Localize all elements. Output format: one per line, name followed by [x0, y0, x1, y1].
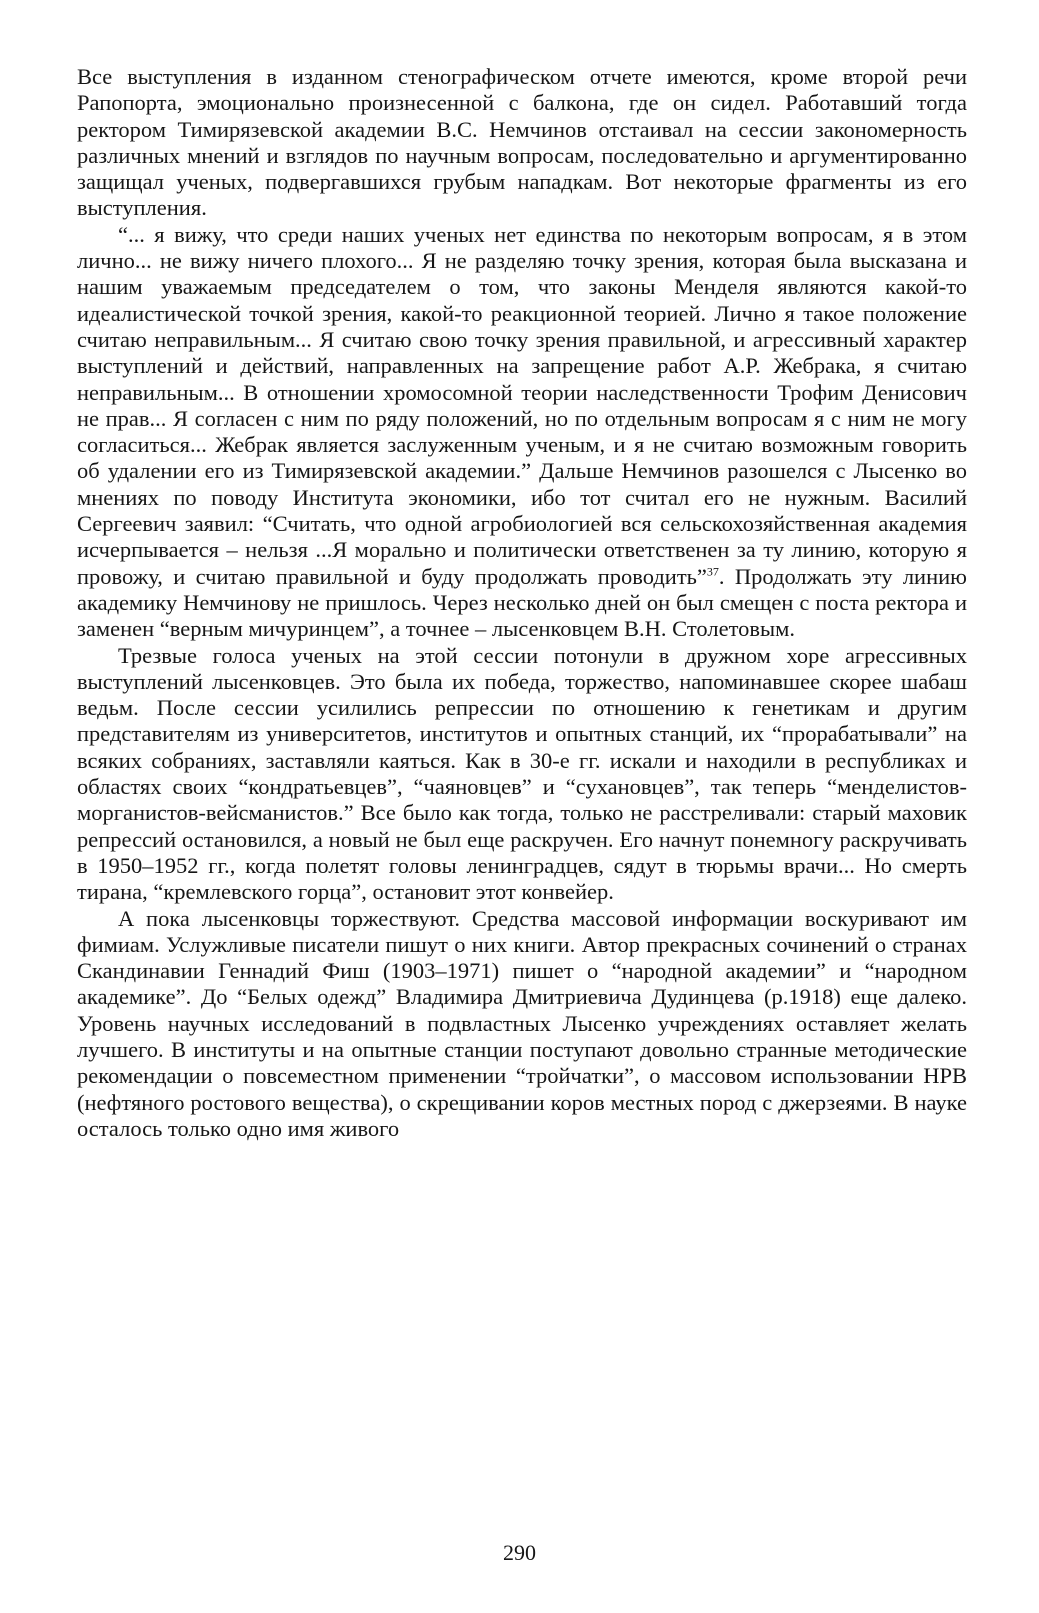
paragraph-4: А пока лысенковцы торжествуют. Средства массовой информации воскуривают им фимиам. Услужливые писатели пишут о них книги. Автор прекрасных сочинений о странах Скандинавии Геннадий Фиш (1903–1971) пишет о “народной академии” и “народном академике”. До “Белых одежд” Владимира Дмитриевича Дудинцева (р.1918) еще далеко. Уровень научных исследований в подвластных Лысенко учреждениях оставляет желать лучшего. В институты и на опытные станции поступают довольно странные методические рекомендации о повсеместном применении “тройчатки”, о массовом использовании НРВ (нефтяного ростового вещества), о скрещивании коров местных пород с джерзеями. В науке осталось только одно имя живого: [77, 905, 967, 1141]
paragraph-2-quote: “... я вижу, что среди наших ученых нет единства по некоторым вопросам, я в этом лично... не вижу ничего плохого... Я не разделяю точку зрения, которая была высказана и нашим уважаемым председателем о том, что законы Менделя являются какой-то идеалистической точкой зрения, какой-то реакционной теорией. Лично я такое положение считаю неправильным... Я считаю свою точку зрения правильной, и агрессивный характер выступлений и действий, направленных на запрещение работ А.Р. Жебрака, я считаю неправильным... В отношении хромосомной теории наследственности Трофим Денисович не прав... Я согласен с ним по ряду положений, но по отдельным вопросам я с ним не могу согласиться... Жебрак является заслуженным ученым, и я не считаю возможным говорить об удалении его из Тимирязевской академии.” Дальше Немчинов разошелся с Лысенко во мнениях по поводу Института экономики, ибо тот считал его не нужным. Василий Сергеевич заявил: “Считать, что одной агробиологией вся сельскохозяйственная академия исчерпывается – нельзя ...Я морально и политически ответственен за ту линию, которую я провожу, и считаю правильной и буду продолжать проводить”: [77, 221, 967, 589]
paragraph-3: Трезвые голоса ученых на этой сессии потонули в дружном хоре агрессивных выступлений лысенковцев. Это была их победа, торжество, напоминавшее скорее шабаш ведьм. После сессии усилились репрессии по отношению к генетикам и другим представителям из университетов, институтов и опытных станций, их “прорабатывали” на всяких собраниях, заставляли каяться. Как в 30-е гг. искали и находили в республиках и областях своих “кондратьевцев”, “чаяновцев” и “сухановцев”, так теперь “менделистов-морганистов-вейсманистов.” Все было как тогда, только не расстреливали: старый маховик репрессий остановился, а новый не был еще раскручен. Его начнут понемногу раскручивать в 1950–1952 гг., когда полетят головы ленинградцев, сядут в тюрьмы врачи... Но смерть тирана, “кремлевского горца”, остановит этот конвейер.: [77, 642, 967, 905]
paragraph-2-tail: . Продолжать эту линию академику Немчинову не пришлось. Через несколько дней он был смещен с поста ректора и заменен “верным мичуринцем”, а точнее – лысенковцем В.Н. Столетовым.: [77, 563, 967, 642]
page-text: [77, 64, 967, 1142]
paragraph-1: Все выступления в изданном стенографическом отчете имеются, кроме второй речи Рапопорта, эмоционально произнесенной с балкона, где он сидел. Работавший тогда ректором Тимирязевской академии В.С. Немчинов отстаивал на сессии закономерность различных мнений и взглядов по научным вопросам, последовательно и аргументированно защищал ученых, подвергавшихся грубым нападкам. Вот некоторые фрагменты из его выступления.: [77, 64, 967, 221]
footnote-reference: 37: [706, 564, 719, 579]
paragraph-2: [77, 222, 967, 643]
page-number: 290: [503, 1540, 536, 1565]
